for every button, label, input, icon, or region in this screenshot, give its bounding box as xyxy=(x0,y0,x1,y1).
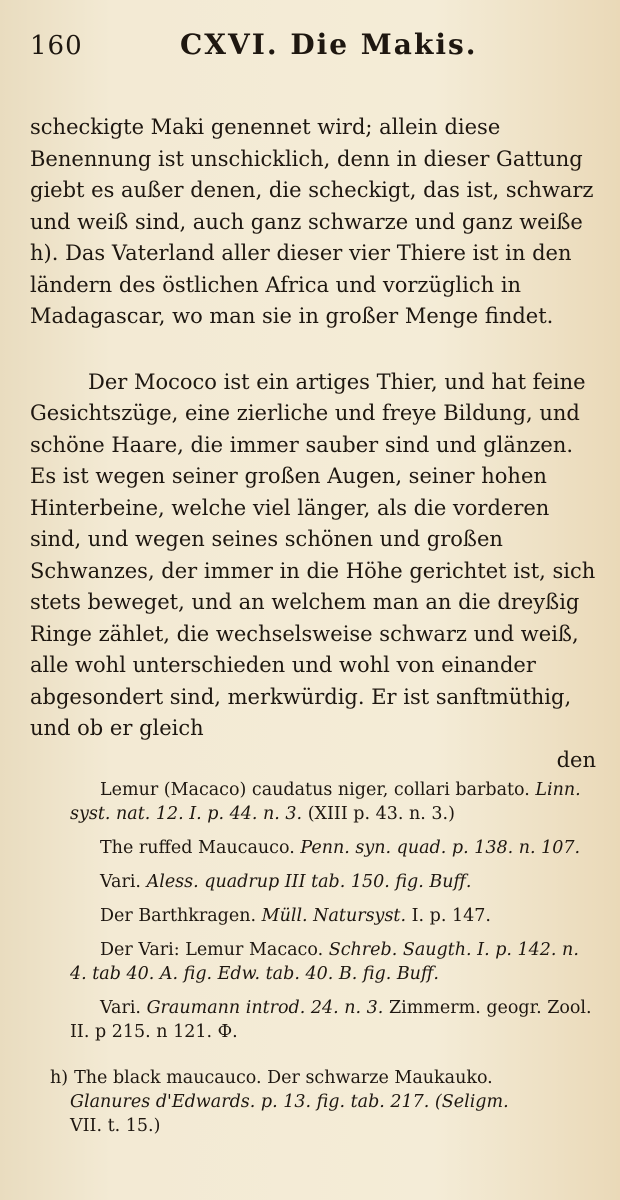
footnote-source: Schreb. Saugth. I. p. 142. n. 4. tab 40. A. fig. Edw. tab. 40. B. fig. Buff. xyxy=(70,940,579,984)
footnote-h xyxy=(30,1066,598,1138)
footnote-entry xyxy=(30,904,598,928)
footnote-entry xyxy=(30,778,598,826)
footnote-source: Graumann introd. 24. n. 3. xyxy=(146,998,384,1018)
catchword: den xyxy=(556,747,596,772)
paragraph-1: scheckigte Maki genennet wird; allein diese Benennung ist unschicklich, denn in dieser Gattung giebt es außer denen, die scheckigt, das ist, schwarz und weiß sind, auch ganz schwarze und ganz weiße h). Das Vaterland aller dieser vier Thiere ist in den ländern des östlichen Africa und vorzüglich in Madagascar, wo man sie in großer Menge findet. xyxy=(30,115,594,328)
footnote-name: Lemur (Macaco) caudatus niger, collari barbato. xyxy=(100,780,530,800)
footnote-h-line3: VII. t. 15.) xyxy=(70,1116,161,1136)
footnote-name: Vari. xyxy=(100,872,141,892)
footnote-source: Penn. syn. quad. p. 138. n. 107. xyxy=(300,838,581,858)
footnote-source: Linn. syst. nat. 12. I. p. 44. n. 3. xyxy=(70,780,581,824)
paragraph-2: Der Mococo ist ein artiges Thier, und hat feine Gesichtszüge, eine zierliche und freye Bildung, und schöne Haare, die immer sauber sind und glänzen. Es ist wegen seiner großen Augen, seiner hohen Hinterbeine, welche viel länger, als die vorderen sind, und wegen seines schönen und großen Schwanzes, der immer in die Höhe gerichtet ist, sich stets beweget, und an welchem man an die dreyßig Ringe zählet, die wechselsweise schwarz und weiß, alle wohl unterschieden und wohl von einander abgesondert sind, merkwürdig. Er ist sanftmüthig, und ob er gleich xyxy=(30,369,596,740)
footnote-name: Der Barthkragen. xyxy=(100,906,257,926)
footnote-h-line2: Glanures d'Edwards. p. 13. fig. tab. 217. (Seligm. xyxy=(70,1092,509,1112)
footnote-tail: I. p. 147. xyxy=(411,906,491,926)
footnote-entry xyxy=(30,870,598,894)
footnote-tail: (XIII p. 43. n. 3.) xyxy=(307,804,455,824)
page-number: 160 xyxy=(30,31,83,61)
footnote-entry xyxy=(30,996,598,1044)
footnote-tail: Zimmerm. geogr. Zool. II. p 215. n 121. Ф. xyxy=(70,998,592,1042)
page-header xyxy=(30,28,596,68)
footnotes xyxy=(30,778,598,1148)
footnote-entry xyxy=(30,836,598,860)
footnote-entry xyxy=(30,938,598,986)
running-head: CXVI. Die Makis. xyxy=(180,28,478,61)
footnote-source: Müll. Natursyst. xyxy=(261,906,407,926)
main-text xyxy=(30,112,596,776)
footnote-name: The ruffed Maucauco. xyxy=(100,838,295,858)
footnote-source: Aless. quadrup III tab. 150. fig. Buff. xyxy=(146,872,472,892)
footnote-name: Der Vari: Lemur Macaco. xyxy=(100,940,324,960)
footnote-h-label: h) xyxy=(50,1068,69,1088)
footnote-h-line1: The black maucauco. Der schwarze Maukauko. xyxy=(74,1068,493,1088)
footnote-name: Vari. xyxy=(100,998,141,1018)
